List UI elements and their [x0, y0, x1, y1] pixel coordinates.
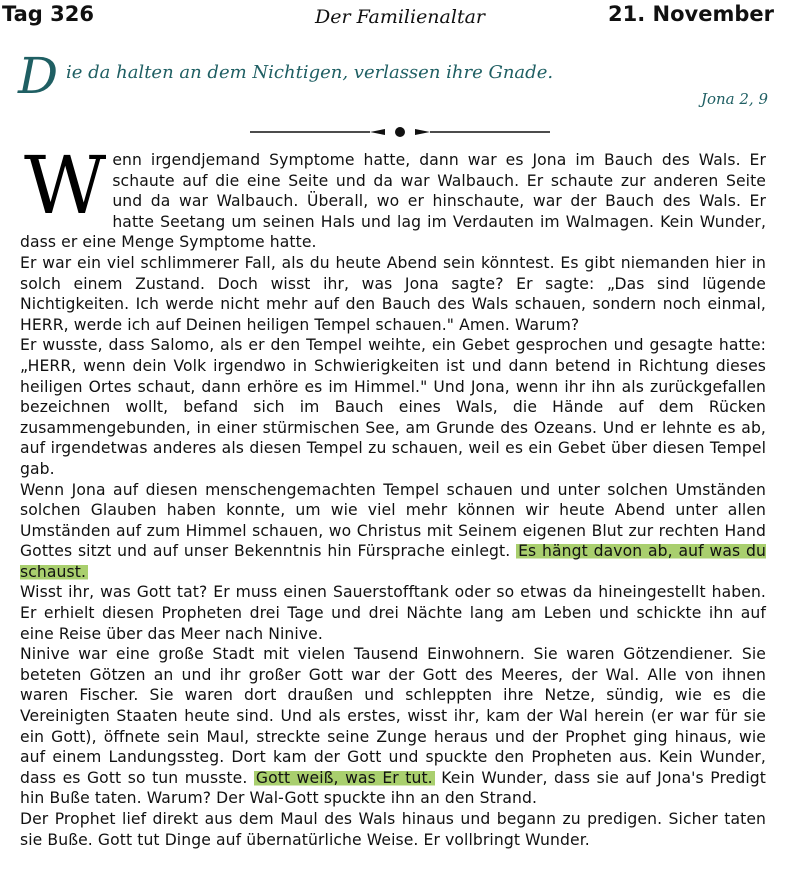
daily-verse [18, 48, 778, 108]
paragraph-text: Wenn Jona auf diesen menschengemachten Tempel schauen und unter solchen Umständen solchen Glauben haben konnte, um wie viel mehr können wir heute Abend unter allen Umständen auf zum Himmel schauen, wo Christus mit Seinem eigenen Blut zur rechten Hand Gottes sitzt und auf unser Bekenntnis hin Fürsprache einlegt. [20, 480, 766, 561]
paragraph: Wisst ihr, was Gott tat? Er muss einen Sauerstofftank oder so etwas da hineingestellt haben. Er erhielt diesen Propheten drei Tage und drei Nächte lang am Leben und schickte ihn auf eine Reise über das Meer nach Ninive. [20, 583, 766, 643]
paragraph-text: enn irgendjemand Symptome hatte, dann war es Jona im Bauch des Wals. Er schaute auf die eine Seite und da war Walbauch. Er schaute zur anderen Seite und da war Walbauch. Überall, wo er hinschaute, war der Bauch des Wals. Er hatte Seetang um seinen Hals und lag im Verdauten im Walmagen. Kein Wunder, dass er eine Menge Symptome hatte. [20, 151, 766, 252]
page-header [0, 2, 800, 32]
paragraph [20, 644, 766, 809]
verse-reference: Jona 2, 9 [700, 90, 768, 108]
paragraph: Er war ein viel schlimmerer Fall, als du heute Abend sein könntest. Es gibt niemanden hier in solch einem Zustand. Doch wisst ihr, was Jona sagte? Er sagte: „Das sind lügende Nichtigkeiten. Ich werde nicht mehr auf den Bauch des Wals schauen, sondern noch einmal, HERR, werde ich auf Deinen heiligen Tempel schauen." Amen. Warum? [20, 253, 766, 334]
paragraph: Er wusste, dass Salomo, als er den Tempel weihte, ein Gebet gesprochen und gesagte hatte: „HERR, wenn dein Volk irgendwo in Schwierigkeiten ist und dann betend in Richtung dieses heiligen Ortes schaut, dann erhöre es im Himmel." Und Jona, wenn ihr ihn als zurückgefallen bezeichnen wollt, befand sich im Bauch eines Wals, die Hände auf dem Rücken zusammengebunden, in einer stürmischen See, am Grunde des Ozeans. Und er lehnte es ab, auf irgendetwas anderes als diesen Tempel zu schauen, weil es ein Gebet über diesen Tempel gab. [20, 336, 766, 478]
highlighted-sentence: Es hängt davon ab, auf was du schaust. [20, 542, 766, 581]
highlighted-sentence: Gott weiß, was Er tut. [255, 768, 433, 787]
divider-ornament [250, 122, 550, 142]
paragraph [20, 480, 766, 583]
paragraph [20, 139, 766, 253]
paragraph: Der Prophet lief direkt aus dem Maul des Wals hinaus und begann zu predigen. Sicher taten sie Buße. Gott tut Dinge auf übernatürliche Weise. Er vollbringt Wunder. [20, 810, 766, 849]
paragraph-text: Kein Wunder, dass sie auf Jona's Predigt hin Buße taten. Warum? Der Wal-Gott spuckte ihn an den Strand. [20, 768, 766, 808]
devotional-text [20, 139, 766, 850]
paragraph-text: Ninive war eine große Stadt mit vielen Tausend Einwohnern. Sie waren Götzendiener. Sie beteten Götzen an und ihr großer Gott war der Gott des Meeres, der Wal. Alle von ihnen waren Fischer. Sie waren dort draußen und schleppten ihre Netze, sündig, wie es die Vereinigten Staaten heute sind. Und als erstes, wisst ihr, kam der Wal herein (er war für sie ein Gott), öffnete sein Maul, streckte seine Zunge heraus und der Prophet ging hinaus, wie auf einem Landungssteg. Dort kam der Gott und spuckte den Propheten aus. Kein Wunder, dass es Gott so tun musste. [20, 645, 766, 787]
verse-text: ie da halten an dem Nichtigen, verlassen ihre Gnade. [66, 62, 554, 83]
publication-title: Der Familienaltar [315, 6, 485, 28]
page-date: 21. November [608, 2, 774, 26]
drop-cap: W [24, 139, 107, 232]
verse-initial: D [18, 47, 59, 105]
day-number: Tag 326 [2, 2, 94, 26]
